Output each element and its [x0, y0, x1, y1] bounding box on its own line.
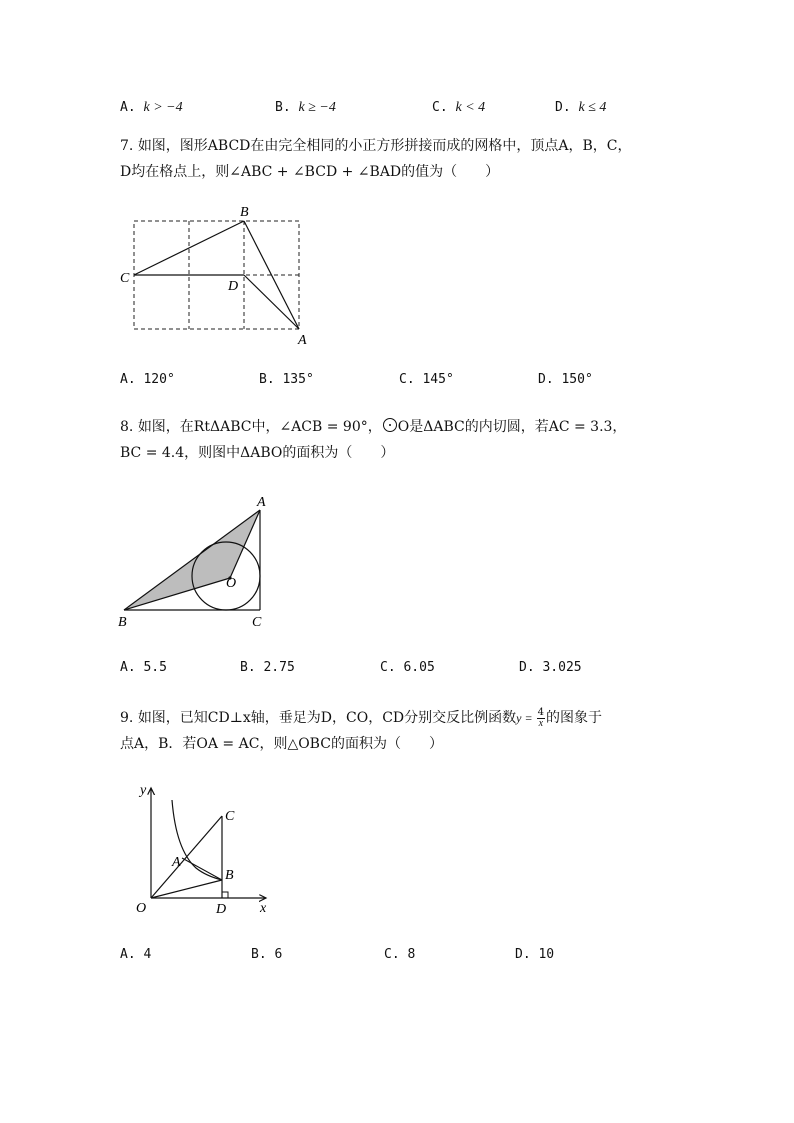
- q6-option-b[interactable]: B. k ≥ −4: [275, 100, 336, 115]
- q8-label-b: B: [118, 615, 127, 630]
- q9-label-a: A: [172, 855, 181, 870]
- q9-label-c: C: [225, 809, 235, 824]
- q9-triangle-obc: [151, 816, 222, 898]
- q8-stem: [120, 414, 626, 466]
- q9-option-b[interactable]: B. 6: [251, 947, 283, 962]
- q9-label-y: y: [140, 783, 147, 798]
- q8-triangle-abc: [124, 510, 260, 610]
- q8-line1-b: O是ΔABC的内切圆，若AC = 3.3，: [397, 419, 627, 435]
- q7-option-c[interactable]: C. 145°: [399, 372, 454, 387]
- q9-label-o: O: [136, 901, 147, 915]
- q8-number: 8.: [120, 419, 134, 435]
- q8-option-d[interactable]: D. 3.025: [519, 660, 582, 675]
- q7-label-b: B: [240, 205, 249, 220]
- q7-option-a[interactable]: A. 120°: [120, 372, 175, 387]
- q8-option-a[interactable]: A. 5.5: [120, 660, 167, 675]
- q9-number: 9.: [120, 710, 134, 726]
- q6-option-c[interactable]: C. k < 4: [432, 100, 486, 115]
- q7-label-a: A: [298, 333, 307, 348]
- q7-label-c: C: [120, 271, 130, 286]
- q8-incircle-figure: [112, 490, 282, 635]
- q6-option-d[interactable]: D. k ≤ 4: [555, 100, 607, 115]
- q9-func-denominator: x: [538, 717, 544, 729]
- q8-option-c[interactable]: C. 6.05: [380, 660, 435, 675]
- q9-right-angle-mark: [222, 892, 228, 898]
- q8-label-o: O: [226, 576, 237, 591]
- q8-line1-a: 如图，在RtΔABC中，∠ACB = 90°，: [137, 419, 382, 435]
- q9-line2: 点A，B．若OA = AC，则△OBC的面积为（ ）: [120, 736, 443, 752]
- q7-stem: [120, 133, 632, 185]
- q7-label-d: D: [228, 279, 239, 294]
- q7-option-b[interactable]: B. 135°: [259, 372, 314, 387]
- q9-func-y: y =: [516, 711, 536, 725]
- circle-dot-icon: [383, 418, 397, 432]
- q8-option-b[interactable]: B. 2.75: [240, 660, 295, 675]
- q9-function-fraction: [537, 708, 545, 729]
- q9-coordinate-figure: [130, 780, 280, 915]
- q6-option-a[interactable]: A. k > −4: [120, 100, 183, 115]
- q9-segment-ab: [182, 858, 222, 880]
- q9-label-d: D: [216, 902, 227, 915]
- q9-label-b: B: [225, 868, 234, 883]
- q7-line1: 如图，图形ABCD在由完全相同的小正方形拼接而成的网格中，顶点A，B，C，: [137, 138, 632, 154]
- q7-number: 7.: [120, 138, 134, 154]
- q7-grid-figure: [110, 200, 320, 348]
- q9-line1-b: 的图象于: [545, 710, 602, 726]
- q9-line1-a: 如图，已知CD⊥x轴，垂足为D，CO，CD分别交反比例函数: [137, 710, 517, 726]
- q8-label-a: A: [257, 495, 266, 510]
- q8-label-c: C: [252, 615, 262, 630]
- q9-option-d[interactable]: D. 10: [515, 947, 555, 962]
- q9-func-numerator: 4: [537, 706, 544, 718]
- q9-stem: [120, 705, 602, 757]
- q9-option-c[interactable]: C. 8: [384, 947, 416, 962]
- q7-line2: D均在格点上，则∠ABC + ∠BCD + ∠BAD的值为（ ）: [120, 164, 500, 180]
- q9-label-x: x: [260, 901, 267, 915]
- q7-option-d[interactable]: D. 150°: [538, 372, 593, 387]
- q8-line2: BC = 4.4，则图中ΔABO的面积为（ ）: [120, 445, 395, 461]
- q9-option-a[interactable]: A. 4: [120, 947, 152, 962]
